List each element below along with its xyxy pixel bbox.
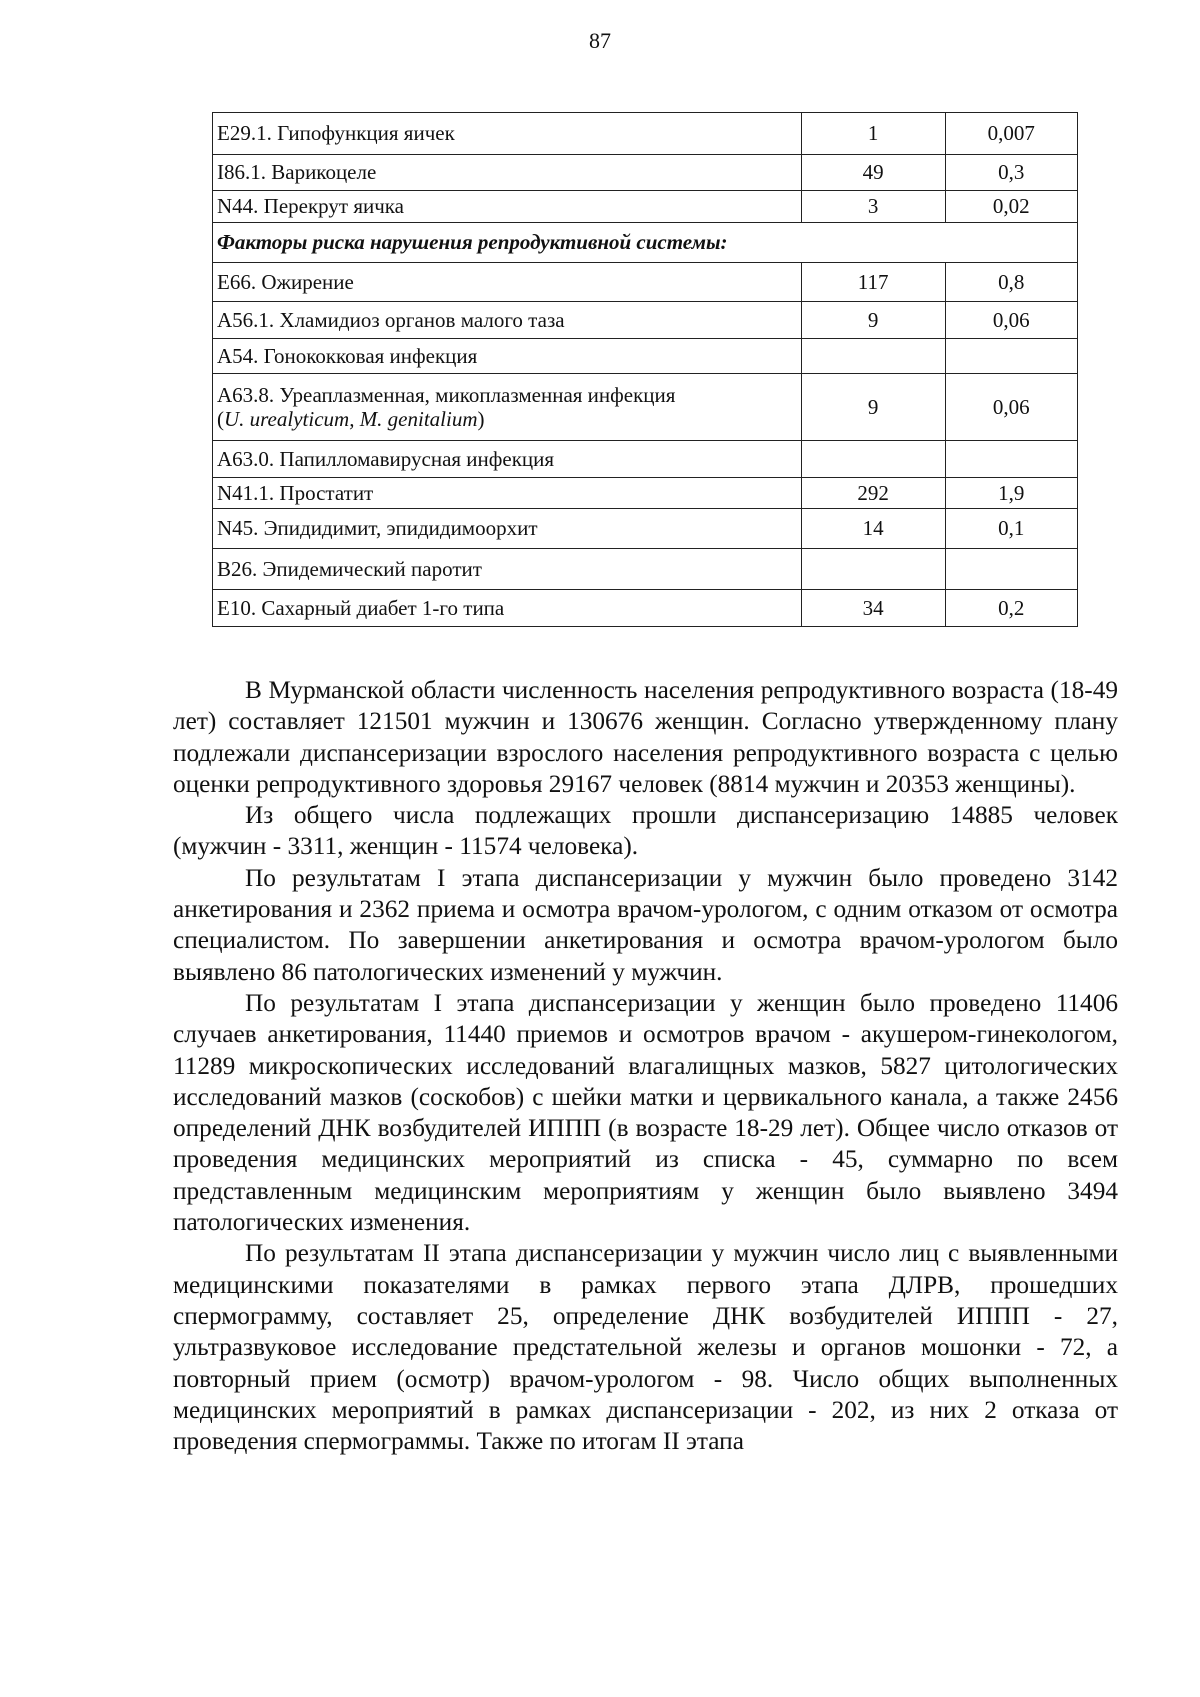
count-cell: 117	[801, 263, 945, 302]
percent-cell: 0,06	[945, 302, 1077, 339]
table-row	[213, 155, 1078, 191]
diagnosis-cell	[213, 339, 802, 374]
count-cell: 9	[801, 374, 945, 441]
diagnosis-name: N41.1. Простатит	[217, 480, 374, 505]
count-cell	[801, 549, 945, 590]
diagnosis-cell	[213, 509, 802, 549]
table-row	[213, 441, 1078, 478]
paragraph: По результатам I этапа диспансеризации у мужчин было проведено 3142 анкетирования и 2362 приема и осмотра врачом-урологом, с одним отказом от осмотра специалистом. По завершении анкетирования и осмотра врачом-урологом было выявлено 86 патологических изменений у мужчин.	[173, 863, 1118, 986]
count-cell: 14	[801, 509, 945, 549]
table-row	[213, 302, 1078, 339]
paragraph: В Мурманской области численность населения репродуктивного возраста (18-49 лет) составляет 121501 мужчин и 130676 женщин. Согласно утвержденному плану подлежали диспансеризации взрослого населения репродуктивного возраста с целью оценки репродуктивного здоровья 29167 человек (8814 мужчин и 20353 женщины).	[173, 676, 1118, 798]
table-row	[213, 509, 1078, 549]
count-cell: 1	[801, 113, 945, 155]
count-cell	[801, 339, 945, 374]
diagnosis-name-open: (	[217, 407, 224, 431]
diagnosis-cell	[213, 263, 802, 302]
paragraph: По результатам II этапа диспансеризации у мужчин число лиц с выявленными медицинскими показателями в рамках первого этапа ДЛРВ, прошедших спермограмму, составляет 25, определение ДНК возбудителей ИППП - 27, ультразвуковое исследование предстательной железы и органов мошонки - 72, а повторный прием (осмотр) врачом-урологом - 98. Число общих выполненных медицинских мероприятий в рамках диспансеризации - 202, из них 2 отказа от проведения спермограммы. Также по итогам II этапа	[173, 1239, 1118, 1456]
count-cell	[801, 441, 945, 478]
diagnosis-name: A63.8. Уреаплазменная, микоплазменная инфекция	[217, 382, 676, 407]
diagnosis-name: A54. Гонококковая инфекция	[217, 343, 478, 368]
diagnosis-cell	[213, 302, 802, 339]
diagnosis-name: A56.1. Хламидиоз органов малого таза	[217, 307, 565, 332]
percent-cell	[945, 441, 1077, 478]
diagnosis-cell	[213, 191, 802, 223]
table-section-row	[213, 223, 1078, 263]
count-cell: 3	[801, 191, 945, 223]
diagnosis-name: E66. Ожирение	[217, 269, 354, 294]
paragraph: По результатам I этапа диспансеризации у женщин было проведено 11406 случаев анкетирования, 11440 приемов и осмотров врачом - акушером-гинекологом, 11289 микроскопических исследований влагалищных мазков, 5827 цитологических исследований мазков (соскобов) с шейки матки и цервикального канала, а также 2456 определений ДНК возбудителей ИППП (в возрасте 18-29 лет). Общее число отказов от проведения медицинских мероприятий из списка - 45, суммарно по всем представленным медицинским мероприятиям у женщин было выявлено 3494 патологических изменения.	[173, 988, 1118, 1237]
table-row	[213, 590, 1078, 627]
diagnosis-pathogens: U. urealyticum, M. genitalium	[224, 407, 478, 431]
percent-cell: 0,3	[945, 155, 1077, 191]
diagnosis-name: E10. Сахарный диабет 1-го типа	[217, 595, 505, 620]
count-cell: 9	[801, 302, 945, 339]
diagnosis-cell	[213, 441, 802, 478]
diagnosis-cell	[213, 590, 802, 627]
data-table	[212, 112, 1078, 627]
table-row	[213, 549, 1078, 590]
table-row	[213, 374, 1078, 441]
diagnosis-name: N45. Эпидидимит, эпидидимоорхит	[217, 516, 538, 541]
percent-cell: 0,007	[945, 113, 1077, 155]
count-cell: 292	[801, 478, 945, 509]
diagnosis-name: I86.1. Варикоцеле	[217, 160, 377, 185]
table-row	[213, 478, 1078, 509]
percent-cell: 0,8	[945, 263, 1077, 302]
percent-cell: 1,9	[945, 478, 1077, 509]
page-number: 87	[589, 28, 611, 53]
percent-cell: 0,2	[945, 590, 1077, 627]
diagnosis-cell	[213, 549, 802, 590]
count-cell: 49	[801, 155, 945, 191]
diagnosis-cell	[213, 155, 802, 191]
diagnosis-cell	[213, 478, 802, 509]
diagnosis-cell	[213, 374, 802, 441]
table-body	[213, 113, 1078, 627]
percent-cell: 0,06	[945, 374, 1077, 441]
table-row	[213, 113, 1078, 155]
percent-cell	[945, 549, 1077, 590]
paragraph: Из общего числа подлежащих прошли диспансеризацию 14885 человек (мужчин - 3311, женщин - 11574 человека).	[173, 801, 1118, 861]
percent-cell	[945, 339, 1077, 374]
body-text	[173, 675, 1118, 1457]
diagnosis-name: A63.0. Папилломавирусная инфекция	[217, 446, 555, 471]
diagnosis-name: E29.1. Гипофункция яичек	[217, 121, 455, 146]
diagnosis-name: N44. Перекрут яичка	[217, 194, 404, 219]
diagnosis-cell	[213, 113, 802, 155]
percent-cell: 0,02	[945, 191, 1077, 223]
diagnosis-name: B26. Эпидемический паротит	[217, 556, 482, 581]
percent-cell: 0,1	[945, 509, 1077, 549]
section-heading: Факторы риска нарушения репродуктивной системы:	[213, 223, 1078, 263]
table-row	[213, 339, 1078, 374]
table-row	[213, 263, 1078, 302]
diagnosis-name-close: )	[477, 407, 485, 431]
table-row	[213, 191, 1078, 223]
count-cell: 34	[801, 590, 945, 627]
